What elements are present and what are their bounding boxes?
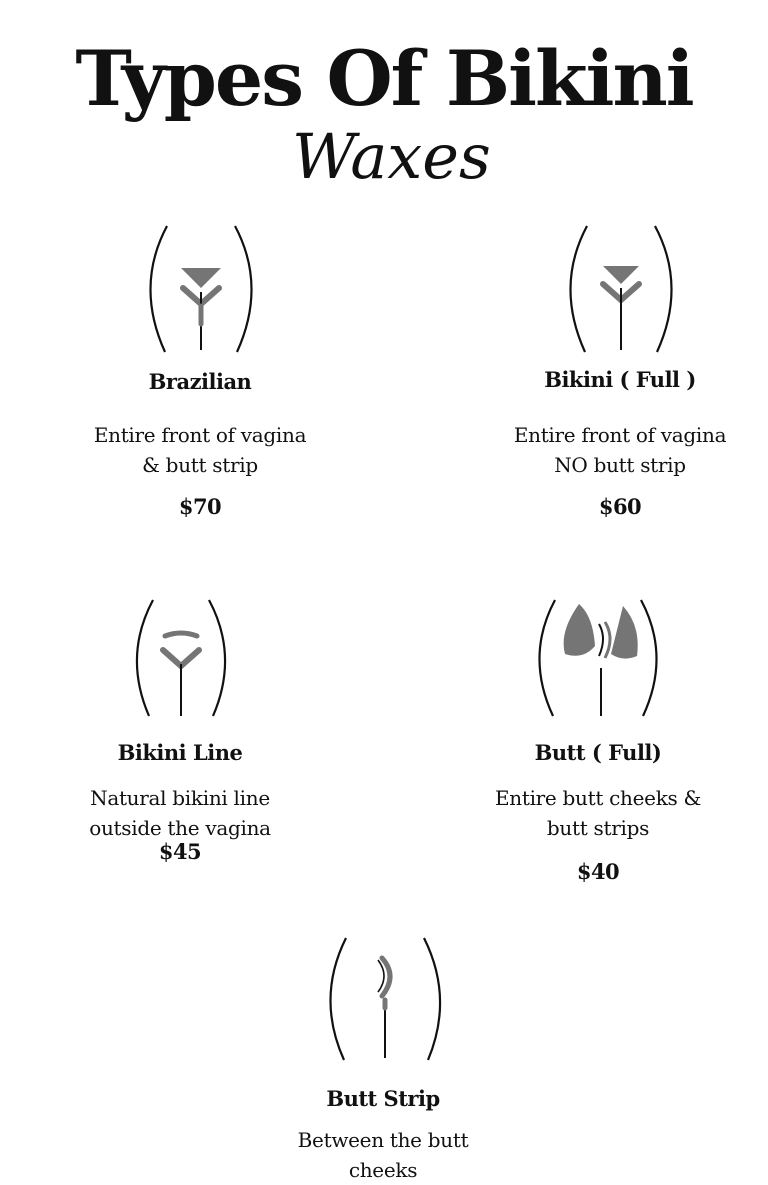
service-card-butt-full [478, 596, 718, 884]
service-price: $40 [576, 859, 620, 884]
service-card-brazilian [80, 222, 320, 519]
subtitle-script [284, 110, 514, 210]
service-description: Natural bikini line outside the vagina [89, 786, 271, 840]
service-name: Butt ( Full) [534, 740, 662, 765]
butt-full-icon [523, 596, 673, 722]
service-card-bikini-full [500, 222, 740, 519]
service-name: Butt Strip [326, 1086, 440, 1111]
service-price: $60 [598, 494, 642, 519]
brazilian-icon [125, 222, 275, 357]
subtitle-text: Waxes [292, 120, 491, 193]
service-name: Bikini ( Full ) [544, 367, 696, 392]
butt-strip-icon [308, 934, 458, 1064]
bikini-line-icon [105, 596, 255, 722]
service-name: Bikini Line [117, 740, 243, 765]
service-price: $70 [178, 494, 222, 519]
service-name: Brazilian [148, 369, 252, 394]
service-description: Entire front of vagina & butt strip [93, 423, 307, 477]
page-title: Types Of Bikini [75, 34, 693, 123]
service-description: Entire butt cheeks & butt strips [494, 786, 702, 840]
service-price: $45 [158, 839, 202, 864]
bikini-full-icon [545, 222, 695, 357]
service-card-butt-strip [270, 934, 496, 1185]
service-description: Between the butt cheeks [297, 1128, 469, 1182]
service-description: Entire front of vagina NO butt strip [513, 423, 727, 477]
service-card-bikini-line [70, 596, 290, 864]
